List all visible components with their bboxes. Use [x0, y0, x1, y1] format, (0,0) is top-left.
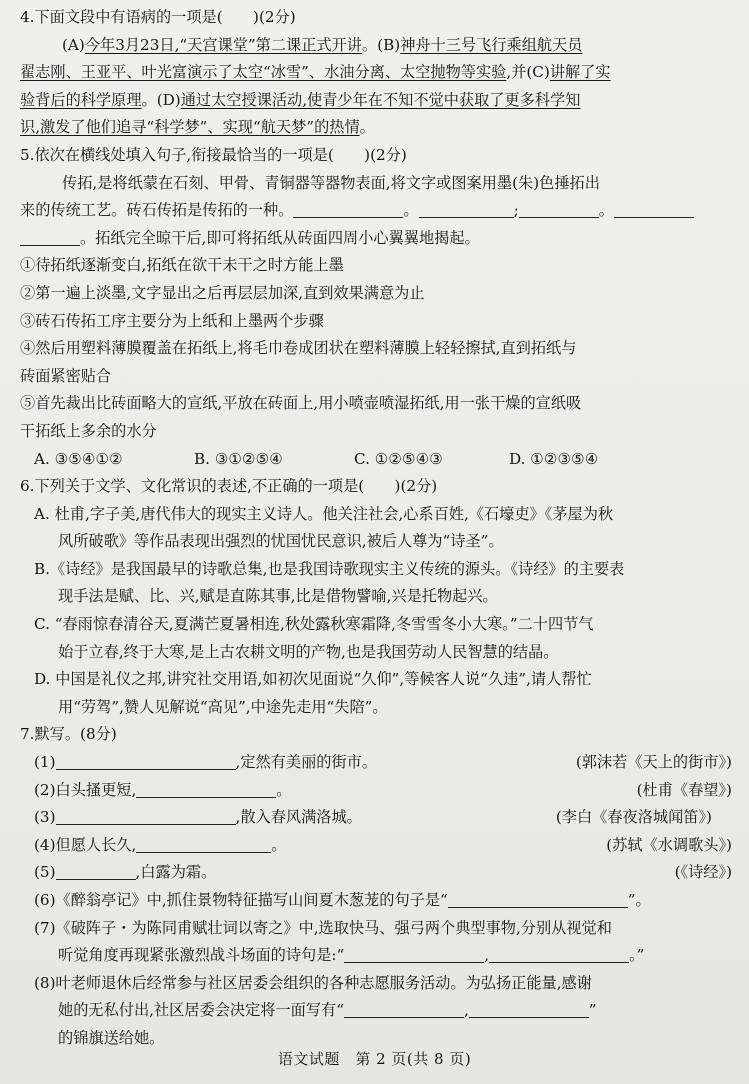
q7-item-3-source: (李白《春夜洛城闻笛》) [555, 808, 712, 827]
q7-blank-2[interactable] [136, 779, 276, 798]
q5-passage-1: 传拓,是将纸蒙在石刻、甲骨、青铜器等器物表面,将文字或图案用墨(朱)色捶拓出 [62, 173, 600, 192]
q7-blank-7b[interactable] [489, 944, 629, 963]
q6-option-d-2: 用“劳驾”,赞人见解说“高见”,中途先走用“失陪”。 [58, 697, 388, 716]
q7-blank-8a[interactable] [344, 999, 464, 1018]
q6-option-c-1[interactable]: C. “春雨惊春清谷天,夏满芒夏暑相连,秋处露秋寒霜降,冬雪雪冬小大寒。”二十四节气 [34, 615, 594, 634]
q5-options [20, 446, 732, 474]
q5-passage-2 [20, 197, 732, 225]
q5-blank-4[interactable] [614, 199, 694, 218]
q5-option-b[interactable]: B. ③①②⑤④ [194, 449, 283, 468]
q7-blank-1[interactable] [56, 751, 236, 770]
q7-item-8b [20, 997, 732, 1025]
q6-option-b-1[interactable]: B.《诗经》是我国最早的诗歌总集,也是我国诗歌现实主义传统的源头。《诗经》的主要表 [34, 559, 625, 578]
q6-option-c-2: 始于立春,终于大寒,是上古农耕文明的产物,也是我国劳动人民智慧的结晶。 [58, 642, 559, 661]
q4-segment-a: 今年3月23日,“天宫课堂”第二课正式开讲 [84, 35, 362, 54]
q4-segment-c-1: 讲解了实 [549, 63, 611, 82]
q6-option-a-1[interactable]: A. 杜甫,字子美,唐代伟大的现实主义诗人。他关注社会,心系百姓,《石壕吏》《茅屋为秋 [34, 504, 614, 523]
q7-item-7a: (7)《破阵子・为陈同甫赋壮词以寄之》中,选取快马、强弓两个典型事物,分别从视觉和 [34, 918, 612, 937]
q7-item-8b-text: 她的无私付出,社区居委会决定将一面写有“ [58, 1001, 344, 1020]
q4-segment-d-2: 识,激发了他们追寻“科学梦”、实现“航天梦”的热情 [20, 118, 360, 137]
q7-item-4-text: (4)但愿人长久, [34, 835, 137, 854]
q7-blank-7a[interactable] [344, 944, 484, 963]
q5-sentence-3: ③砖石传拓工序主要分为上纸和上墨两个步骤 [20, 311, 324, 330]
q5-sep-3: 。 [598, 201, 614, 220]
q7-item-6 [20, 887, 732, 915]
q6-option-a-2: 风所破歌》等作品表现出强烈的忧国忧民意识,被后人尊为“诗圣”。 [58, 532, 504, 551]
q7-item-6-text: (6)《醉翁亭记》中,抓住景物特征描写山间夏木葱茏的句子是“ [34, 891, 448, 909]
q5-blank-3[interactable] [519, 199, 599, 218]
q4-label-a: (A) [62, 35, 85, 54]
q5-option-d[interactable]: D. ①②③⑤④ [509, 449, 599, 468]
q7-item-7b-text: 听觉角度再现紧张激烈战斗场面的诗句是:“ [58, 946, 345, 965]
q7-item-3-label: (3) [34, 808, 56, 827]
q5-stem: 5.依次在横线处填入句子,衔接最恰当的一项是( )(2分) [20, 145, 407, 164]
q4-line-3 [20, 87, 732, 115]
q5-sentence-2: ②第一遍上淡墨,文字显出之后再层层加深,直到效果满意为止 [20, 283, 425, 302]
q7-blank-5[interactable] [56, 861, 136, 880]
page-footer: 语文试题 第 2 页(共 8 页) [277, 1050, 472, 1068]
q7-item-2-text: (2)白头搔更短, [34, 780, 137, 799]
q7-item-1 [20, 749, 732, 777]
q7-item-5-source: (《诗经》) [674, 863, 732, 882]
q7-blank-3[interactable] [56, 806, 236, 825]
q7-item-4 [20, 832, 732, 860]
q7-item-5-label: (5) [34, 863, 56, 882]
q5-blank-5[interactable] [20, 227, 80, 246]
q4-segment-b-1: 神舟十三号飞行乘组航天员 [400, 35, 583, 54]
q7-item-2 [20, 777, 732, 805]
q4-segment-d-1: 通过太空授课活动,使青少年在不知不觉中获取了更多科学知 [180, 90, 581, 109]
q5-sentence-1: ①待拓纸逐渐变白,拓纸在欲干未干之时方能上墨 [20, 256, 344, 275]
q7-item-1-label: (1) [34, 753, 56, 772]
q7-item-6-end: ”。 [627, 891, 651, 909]
q4-stem: 4.下面文段中有语病的一项是( )(2分) [20, 8, 296, 26]
q5-option-a[interactable]: A. ③⑤④①② [34, 449, 123, 468]
q7-item-1-text: ,定然有美丽的街市。 [235, 753, 378, 772]
q7-blank-4[interactable] [136, 834, 271, 853]
q4-line-4 [20, 114, 732, 142]
q4-period: 。 [359, 118, 375, 137]
q4-segment-b-2: 翟志刚、王亚平、叶光富演示了太空“冰雪”、水油分离、太空抛物等实验 [20, 63, 507, 82]
q4-label-d: 。(D) [141, 90, 181, 109]
q7-item-5-text: ,白露为霜。 [135, 863, 217, 882]
q7-item-7b-end: 。” [629, 946, 645, 965]
q7-item-4-source: (苏轼《水调歌头》) [606, 835, 732, 854]
q4-label-c: ,并(C) [506, 63, 550, 82]
q7-item-8a: (8)叶老师退休后经常参与社区居委会组织的各种志愿服务活动。为弘扬正能量,感谢 [34, 973, 592, 992]
q4-line-2 [20, 59, 732, 87]
q7-item-3-text: ,散入春风满洛城。 [235, 808, 362, 827]
q5-sentence-4a: ④然后用塑料薄膜覆盖在拓纸上,将毛巾卷成团状在塑料薄膜上轻轻擦拭,直到拓纸与 [20, 339, 577, 358]
q7-item-8b-mid: , [463, 1001, 469, 1020]
q4-segment-c-2: 验背后的科学原理 [20, 90, 142, 109]
q5-passage-3-text: 。拓纸完全晾干后,即可将拓纸从砖面四周小心翼翼地揭起。 [80, 228, 480, 247]
q7-stem: 7.默写。(8分) [20, 725, 117, 744]
q5-passage-3 [20, 225, 732, 253]
q7-item-3 [20, 804, 732, 832]
q6-option-b-2: 现手法是赋、比、兴,赋是直陈其事,比是借物譬喻,兴是托物起兴。 [58, 587, 498, 606]
q7-item-8b-end: ” [588, 1001, 597, 1020]
q4-line-1 [20, 32, 732, 60]
q7-item-8c: 的锦旗送给她。 [58, 1028, 165, 1047]
q7-blank-8b[interactable] [469, 999, 589, 1018]
q5-option-c[interactable]: C. ①②⑤④③ [354, 449, 443, 468]
q4-label-b: 。(B) [362, 35, 401, 54]
q7-item-4-end: 。 [271, 835, 287, 854]
exam-content [20, 4, 732, 1053]
q5-sep-1: 。 [403, 201, 419, 220]
q5-sentence-4b: 砖面紧密贴合 [20, 366, 112, 385]
q7-blank-6[interactable] [448, 889, 628, 908]
q5-sep-2: ; [513, 201, 519, 220]
q6-stem: 6.下列关于文学、文化常识的表述,不正确的一项是( )(2分) [20, 477, 438, 496]
q7-item-2-end: 。 [276, 780, 292, 799]
q5-blank-1[interactable] [293, 199, 403, 218]
q5-sentence-5b: 干拓纸上多余的水分 [20, 421, 157, 440]
q5-sentence-5a: ⑤首先裁出比砖面略大的宣纸,平放在砖面上,用小喷壶喷湿拓纸,用一张干燥的宣纸吸 [20, 394, 582, 413]
q7-item-1-source: (郭沫若《天上的街市》) [575, 753, 732, 772]
q5-passage-2-text: 来的传统工艺。砖石传拓是传拓的一种。 [20, 201, 294, 220]
q7-item-7b-mid: , [484, 946, 490, 965]
q7-item-5 [20, 859, 732, 887]
q7-item-7b [20, 942, 732, 970]
q7-item-2-source: (杜甫《春望》) [636, 780, 732, 799]
q5-blank-2[interactable] [419, 199, 514, 218]
q6-option-d-1[interactable]: D. 中国是礼仪之邦,讲究社交用语,如初次见面说“久仰”,等候客人说“久违”,请人帮忙 [34, 670, 592, 689]
